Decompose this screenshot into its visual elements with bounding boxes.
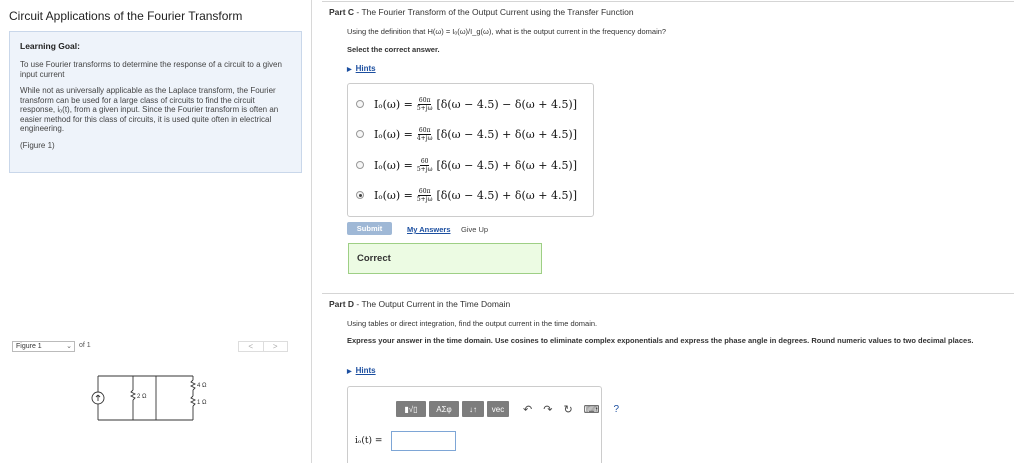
- learning-goal-text: To use Fourier transforms to determine the response of a circuit to a given input current: [20, 60, 282, 79]
- option-numerator: 60: [420, 157, 429, 165]
- option-equation: [374, 158, 577, 173]
- figure-prev-button[interactable]: <: [239, 342, 264, 351]
- figure-link[interactable]: (Figure 1): [20, 140, 55, 150]
- option-lhs: Iₒ(ω) =: [374, 97, 413, 111]
- figure-select-value: Figure 1: [16, 343, 42, 350]
- redo-icon[interactable]: ↷: [543, 403, 553, 416]
- part-c-heading: [329, 7, 634, 17]
- caret-right-icon: ▶: [347, 369, 352, 375]
- option-bracket: [δ(ω − 4.5) − δ(ω + 4.5)]: [436, 97, 578, 111]
- option-bracket: [δ(ω − 4.5) + δ(ω + 4.5)]: [436, 127, 578, 141]
- resistor-r3: [191, 396, 195, 406]
- part-c-hints-link[interactable]: [347, 64, 376, 73]
- option-equation: [374, 97, 577, 112]
- submit-button[interactable]: Submit: [347, 222, 392, 235]
- templates-button[interactable]: ▮√▯: [396, 401, 426, 417]
- part-d-label: Part D: [329, 299, 355, 309]
- figure-count: of 1: [79, 342, 91, 349]
- give-up-link[interactable]: Give Up: [461, 225, 489, 234]
- part-c-question: Using the definition that H(ω) = Iₒ(ω)/I_g(ω), what is the output current in the frequency domain?: [347, 27, 667, 36]
- option-denominator: 5+jω: [416, 165, 433, 173]
- r2-label: 4 Ω: [197, 383, 207, 389]
- caret-right-icon: ▶: [347, 67, 352, 73]
- option-denominator: 4+jω: [416, 134, 433, 142]
- figure-nav: [238, 341, 288, 352]
- answer-option[interactable]: [356, 93, 577, 115]
- option-fraction: [417, 127, 433, 142]
- option-numerator: 60π: [418, 126, 431, 134]
- part-c-hints-label: Hints: [355, 64, 376, 73]
- radio-button[interactable]: [356, 161, 364, 169]
- vector-button[interactable]: vec: [487, 401, 509, 417]
- left-panel: [0, 0, 312, 463]
- r3-label: 1 Ω: [197, 400, 207, 406]
- circuit-diagram: [88, 368, 218, 428]
- option-lhs: Iₒ(ω) =: [374, 158, 413, 172]
- part-d-heading: [329, 299, 510, 309]
- correct-feedback: Correct: [348, 243, 542, 274]
- part-d-hints-label: Hints: [355, 366, 376, 375]
- undo-icon[interactable]: ↶: [523, 403, 533, 416]
- divider: [322, 1, 1014, 2]
- help-button[interactable]: ?: [613, 403, 620, 415]
- reset-icon[interactable]: ↻: [563, 403, 573, 416]
- answer-options: [347, 83, 594, 217]
- option-lhs: Iₒ(ω) =: [374, 188, 413, 202]
- learning-goal-label: Learning Goal:: [20, 41, 80, 51]
- figure-select[interactable]: [12, 341, 75, 352]
- figure-next-button[interactable]: >: [272, 342, 278, 351]
- learning-goal-box: [9, 31, 302, 173]
- arrows-button[interactable]: ↓↑: [462, 401, 484, 417]
- figure-bar: [9, 340, 302, 354]
- option-bracket: [δ(ω − 4.5) + δ(ω + 4.5)]: [436, 188, 578, 202]
- option-numerator: 60π: [418, 187, 431, 195]
- option-fraction: [417, 188, 433, 203]
- learning-goal-description: While not as universally applicable as the Laplace transform, the Fourier transform can be used for a large class of circuits to find the circuit response, iₒ(t), from a given input. Since the Fourier transform is often an easier method for this class of circuits, it is used quite often in electrical engineering.: [20, 86, 279, 133]
- r1-label: 2 Ω: [137, 394, 147, 400]
- greek-symbols-button[interactable]: ΑΣφ: [429, 401, 459, 417]
- part-c-title: - The Fourier Transform of the Output Current using the Transfer Function: [354, 7, 634, 17]
- resistor-r1: [131, 390, 135, 400]
- part-d-hints-link[interactable]: [347, 366, 376, 375]
- radio-button[interactable]: [356, 100, 364, 108]
- option-denominator: 5+jω: [416, 104, 433, 112]
- option-bracket: [δ(ω − 4.5) + δ(ω + 4.5)]: [436, 158, 578, 172]
- chevron-down-icon: ⌄: [66, 343, 72, 350]
- answer-option[interactable]: [356, 154, 577, 176]
- answer-option[interactable]: [356, 123, 577, 145]
- part-c-label: Part C: [329, 7, 355, 17]
- option-numerator: 60π: [418, 96, 431, 104]
- page-title: Circuit Applications of the Fourier Transform: [9, 9, 243, 23]
- part-d-instruction: Express your answer in the time domain. Use cosines to eliminate complex exponentials and express the phase angle in degrees. Round numeric values to two decimal places.: [347, 336, 974, 345]
- my-answers-link[interactable]: My Answers: [407, 225, 451, 234]
- part-d-title: - The Output Current in the Time Domain: [354, 299, 511, 309]
- option-equation: [374, 127, 577, 142]
- option-denominator: 5+jω: [416, 195, 433, 203]
- math-toolbar: [396, 401, 619, 417]
- option-lhs: Iₒ(ω) =: [374, 127, 413, 141]
- answer-input[interactable]: [391, 431, 456, 451]
- part-c-instruction: Select the correct answer.: [347, 45, 440, 54]
- divider: [322, 293, 1014, 294]
- answer-label: iₒ(t) =: [355, 436, 383, 446]
- option-fraction: [417, 158, 433, 173]
- resistor-r2: [191, 380, 195, 390]
- option-equation: [374, 188, 577, 203]
- radio-button[interactable]: [356, 130, 364, 138]
- part-d-question: Using tables or direct integration, find the output current in the time domain.: [347, 319, 598, 328]
- right-panel: [322, 0, 1024, 463]
- keyboard-icon[interactable]: ⌨: [583, 403, 600, 416]
- option-fraction: [417, 97, 433, 112]
- answer-option-selected[interactable]: [356, 184, 577, 206]
- answer-input-area: [347, 386, 620, 463]
- radio-button-checked[interactable]: [356, 191, 364, 199]
